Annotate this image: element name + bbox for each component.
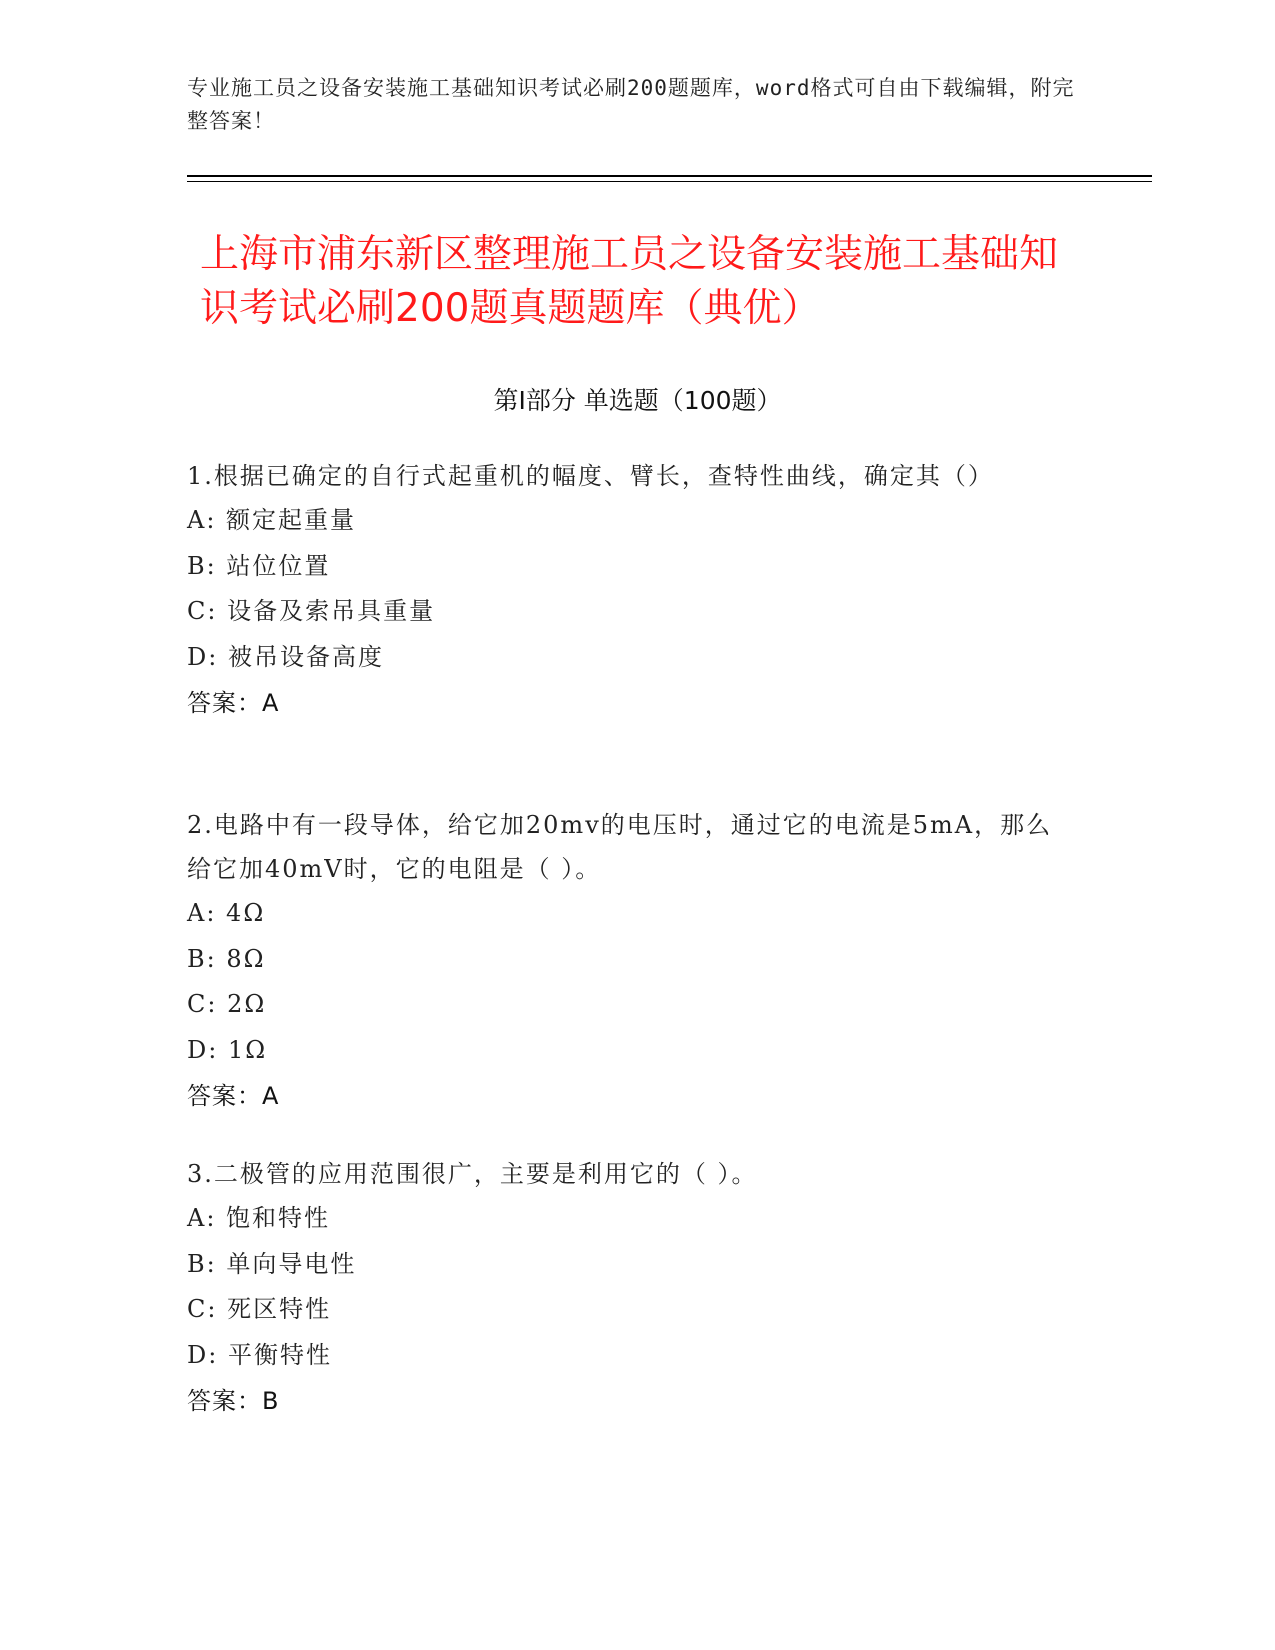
option-b: B: 8Ω	[187, 944, 266, 973]
question-2	[187, 803, 1077, 1119]
question-stem: 3.二极管的应用范围很广，主要是利用它的（ ）。	[187, 1160, 758, 1188]
header-divider-thick	[187, 175, 1152, 177]
option-a: A: 额定起重量	[187, 506, 357, 534]
option-c: C: 设备及索吊具重量	[187, 597, 436, 625]
option-a: A: 4Ω	[187, 899, 266, 927]
option-c: C: 2Ω	[187, 990, 267, 1018]
question-3	[187, 1152, 1077, 1424]
answer: 答案：B	[187, 1387, 280, 1415]
option-a: A: 饱和特性	[187, 1204, 331, 1232]
option-d: D: 平衡特性	[187, 1340, 332, 1369]
header-divider-thin	[187, 181, 1152, 182]
option-d: D: 被吊设备高度	[187, 642, 384, 671]
question-stem: 2.电路中有一段导体，给它加20mv的电压时，通过它的电流是5mA，那么给它加40mV时，它的电阻是（ ）。	[187, 811, 1053, 883]
answer: 答案：A	[187, 1082, 280, 1110]
document-title: 上海市浦东新区整理施工员之设备安装施工基础知识考试必刷200题真题题库（典优）	[200, 232, 1059, 331]
option-b: B: 站位位置	[187, 551, 331, 580]
section-title: 第Ⅰ部分 单选题（100题）	[493, 386, 782, 415]
option-d: D: 1Ω	[187, 1035, 268, 1064]
answer: 答案：A	[187, 689, 280, 717]
question-stem: 1.根据已确定的自行式起重机的幅度、臂长，查特性曲线，确定其（）	[187, 462, 994, 490]
question-1	[187, 454, 1077, 726]
option-b: B: 单向导电性	[187, 1249, 357, 1278]
header-note: 专业施工员之设备安装施工基础知识考试必刷200题题库，word格式可自由下载编辑，附完整答案！	[187, 76, 1075, 133]
option-c: C: 死区特性	[187, 1295, 332, 1323]
